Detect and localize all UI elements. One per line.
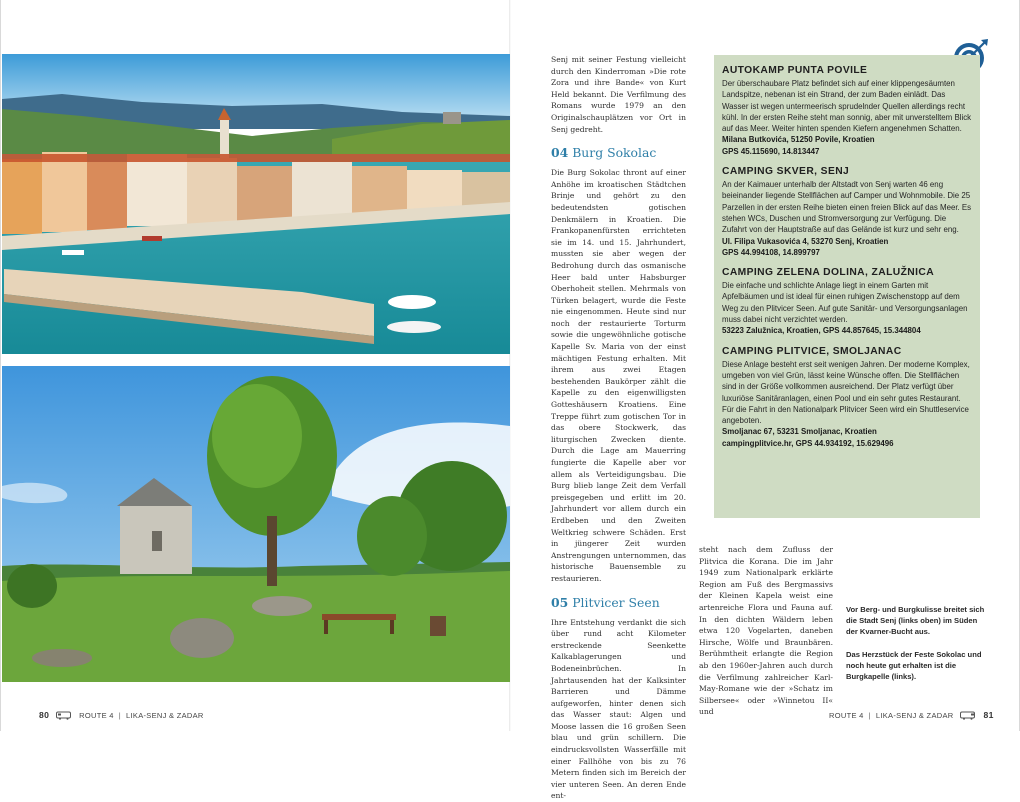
section-heading-plitvicer-seen <box>551 595 686 610</box>
footer-title: LIKA-SENJ & ZADAR <box>875 710 954 720</box>
section-number: 05 <box>551 594 569 610</box>
campsite-name: AUTOKAMP PUNTA POVILE <box>722 65 868 76</box>
text-column-a <box>551 54 686 802</box>
caption-senj: Vor Berg- und Burgkulisse breitet sich die Stadt Senj (links oben) im Süden der Kvarner-Bucht aus. <box>846 605 985 637</box>
campsite-gps: GPS 44.994108, 14.899797 <box>722 247 820 257</box>
campsite-description: Der überschaubare Platz befindet sich auf einer klippengesäumten Landspitze, nebenan ist ein Strand, der zum Baden einlädt. Das Wasser ist wegen untermeerisch sprudelnder Quellen allerdings recht kühl. In der ersten Reihe steht man sonnig, aber mit unverstelltem Blick auf das Meer. Weiter hinten spenden Kiefern angenehmen Schatten. <box>722 79 972 134</box>
campsite-address: Ul. Filipa Vukasovića 4, 53270 Senj, Kroatien <box>722 236 889 246</box>
campsite-entry <box>722 346 972 449</box>
page-number: 80 <box>39 710 50 720</box>
footer-separator: | <box>118 710 122 720</box>
section-title: Burg Sokolac <box>572 145 657 161</box>
campsite-description: An der Kaimauer unterhalb der Altstadt von Senj warten 46 eng beieinander liegende Stellflächen auf Camper und Wohnmobile. Die 25 Parzellen in der ersten Reihe bieten einen freien Blick auf das Meer. Es stehen WCs, Duschen und Stromversorgung zur Verfügung. Die Zufahrt von der Hauptstraße auf das Gelände ist kurz und sehr eng. <box>722 180 972 235</box>
left-page-edge <box>0 0 1 731</box>
photo-captions <box>846 604 986 693</box>
section-heading-burg-sokolac <box>551 145 686 160</box>
campsite-name: CAMPING SKVER, SENJ <box>722 166 850 178</box>
left-page-footer <box>39 710 204 720</box>
campsite-gps: campingplitvice.hr, GPS 44.934192, 15.629496 <box>722 438 894 448</box>
campsite-info-box <box>714 55 980 518</box>
footer-title: LIKA-SENJ & ZADAR <box>126 710 204 720</box>
right-page-footer <box>829 710 994 720</box>
text-column-b <box>699 544 833 718</box>
campsite-entry <box>722 166 972 258</box>
plitvicer-seen-continued: steht nach dem Zufluss der Plitvica die Korana. Die im Jahr 1949 zum Nationalpark erklärte Region am Fuß des Bergmassivs der Kleinen Kapela weist eine artenreiche Flora und Fauna auf. In den dichten Wäldern leben etwa 120 Vogelarten, daneben Hirsche, Wölfe und Braunbären. Berühmtheit erlangte die Region ab den 1960er-Jahren auch durch die Verfilmung zahlreicher Karl-May-Romane wie der »Schatz im Silbersee« oder »Winnetou II« und <box>699 545 833 717</box>
campsite-gps: GPS 45.115690, 14.813447 <box>722 146 820 156</box>
campsite-address: 53223 Zalužnica, Kroatien, GPS 44.857645, 15.344804 <box>722 326 921 336</box>
intro-paragraph: Senj mit seiner Festung vielleicht durch den Kinderroman »Die rote Zora und ihre Bande« von Kurt Held bekannt. Die Verfilmung des Romans wurde 1979 an den Originalschauplätzen vor Ort in Senj gedreht. <box>551 55 686 134</box>
burg-sokolac-photo <box>2 366 510 682</box>
footer-route: ROUTE 4 <box>829 710 864 720</box>
plitvicer-seen-paragraph: Ihre Entstehung verdankt die sich über rund acht Kilometer erstreckende Seenkette Kalkablagerungen und Bodeneinbrüchen. In Jahrtausenden hat der Kalksinter Barrieren und Dämme aufgeworfen, hinter denen sich das Wasser staut: Algen und Moose lassen die 16 großen Seen blau und grün schillern. Die eindrucksvollsten Wasserfälle mit einer Fallhöhe von bis zu 76 Metern finden sich im Bereich der vier unteren Seen. An deren Ende ent- <box>551 617 686 801</box>
footer-separator: | <box>868 710 871 720</box>
caption-sokolac: Das Herzstück der Feste Sokolac und noch heute gut erhalten ist die Burgkapelle (links). <box>846 649 982 682</box>
campsite-entry <box>722 267 972 336</box>
campsite-address: Milana Butkovića, 51250 Povile, Kroatien <box>722 135 875 145</box>
campsite-name: CAMPING PLITVICE, SMOLJANAC <box>722 345 902 357</box>
burg-sokolac-paragraph: Die Burg Sokolac thront auf einer Anhöhe im kroatischen Städtchen Brinje und gehört zu den bedeutendsten gotischen Denkmälern in Kroatien. Die Frankopanenfürsten errichteten sie im 14. und 15. Jahrhundert, mussten sie aber wegen der Bedrohung durch das osmanische Heer bald unter Habsburger Oberhoheit stellen. Mehrmals von Türken belagert, wurde die Feste nie eingenommen. Heute sind nur noch der restaurierte Torturm sowie die ungewöhnliche gotische Kapelle Sv. Maria von der einst mächtigen Festung erhalten. Mit ihrem aus zwei Etagen bestehenden Baukörper zählt die Kapelle zu den eigenwilligsten Gotteshäusern Kroatiens. Eine Treppe führt zum gotischen Tor in das obere Stockwerk, das liturgischen Zwecken diente. Durch die Lage am Mauerring fungierte die Kapelle aber vor allem als Verteidigungsbau. Die Burg blieb lange Zeit dem Verfall preisgegeben und erlitt im 20. Jahrhundert vor allem durch ein Erdbeben und den Zweiten Weltkrieg schwere Schäden. Erst in jüngerer Zeit wurden Anstrengungen unternommen, das historische Bauensemble zu restaurieren. <box>551 168 686 583</box>
campsite-address: Smoljanac 67, 53231 Smoljanac, Kroatien <box>722 427 877 437</box>
page-number: 81 <box>983 710 994 720</box>
footer-route: ROUTE 4 <box>79 710 114 720</box>
section-title: Plitvicer Seen <box>572 594 660 610</box>
campsite-name: CAMPING ZELENA DOLINA, ZALUŽNICA <box>722 267 935 279</box>
senj-harbour-photo <box>2 54 510 354</box>
campsite-description: Diese Anlage besteht erst seit wenigen Jahren. Der moderne Komplex, umgeben von viel Grün, lässt keine Wünsche offen. Die Stellflächen sind in der Größe vollkommen ausreichend. Der Platz verfügt über luxuriöse Sanitäranlagen, einen Pool und ein sehr gutes Restaurant. Für die Fahrt in den Nationalpark Plitvicer Seen wird ein Shuttleservice angeboten. <box>722 359 970 426</box>
section-number: 04 <box>551 145 569 161</box>
campsite-entry <box>722 65 972 157</box>
camper-van-icon <box>56 711 72 720</box>
campsite-description: Die einfache und schlichte Anlage liegt in einem Garten mit Apfelbäumen und ist ideal für einen ruhigen Zwischenstopp auf dem Weg zu den Plitvicer Seen. Auf gute Sanitär- und Versorgungsanlagen muss dabei nicht verzichtet werden. <box>722 281 968 325</box>
camper-van-icon <box>960 711 976 720</box>
